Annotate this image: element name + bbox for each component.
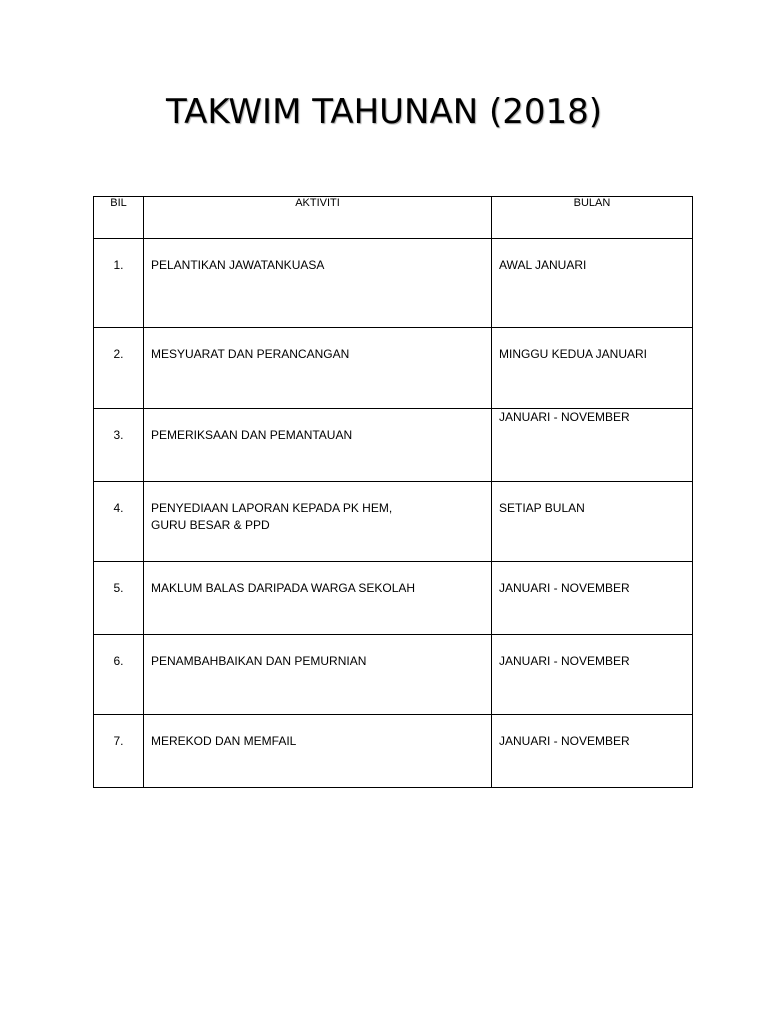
aktiviti-text: MESYUARAT DAN PERANCANGAN [151, 347, 350, 361]
aktiviti-text: MAKLUM BALAS DARIPADA WARGA SEKOLAH [151, 581, 416, 595]
aktiviti-text: PEMERIKSAAN DAN PEMANTAUAN [151, 428, 353, 442]
bil-cell [94, 562, 144, 635]
bulan-text: JANUARI - NOVEMBER [499, 581, 630, 595]
bil-number: 5. [113, 581, 124, 595]
table-row [94, 239, 693, 328]
header-aktiviti: AKTIVITI [144, 197, 492, 239]
bulan-text: MINGGU KEDUA JANUARI [499, 347, 648, 361]
table-row [94, 562, 693, 635]
aktiviti-text: MEREKOD DAN MEMFAIL [151, 734, 297, 748]
bulan-text: AWAL JANUARI [499, 258, 587, 272]
aktiviti-cell [144, 409, 492, 482]
bil-number: 7. [113, 734, 124, 748]
bulan-cell [492, 409, 693, 482]
header-bil: BIL [94, 197, 144, 239]
table-row [94, 482, 693, 562]
bulan-cell [492, 328, 693, 409]
bulan-cell [492, 239, 693, 328]
bil-number: 2. [113, 347, 124, 361]
bulan-cell [492, 715, 693, 788]
table-row [94, 409, 693, 482]
bil-number: 1. [113, 258, 124, 272]
bulan-text: JANUARI - NOVEMBER [499, 410, 630, 424]
bil-cell [94, 715, 144, 788]
bil-number: 4. [113, 501, 124, 515]
aktiviti-cell [144, 239, 492, 328]
aktiviti-text: PELANTIKAN JAWATANKUASA [151, 258, 325, 272]
table-header-row [94, 197, 693, 239]
aktiviti-text: PENAMBAHBAIKAN DAN PEMURNIAN [151, 654, 367, 668]
aktiviti-cell [144, 562, 492, 635]
bulan-cell [492, 482, 693, 562]
bulan-cell [492, 635, 693, 715]
aktiviti-text-line-2: GURU BESAR & PPD [151, 518, 270, 532]
aktiviti-cell [144, 482, 492, 562]
bil-cell [94, 635, 144, 715]
table-row [94, 715, 693, 788]
table-row [94, 328, 693, 409]
bil-cell [94, 409, 144, 482]
aktiviti-cell [144, 635, 492, 715]
header-bulan: BULAN [492, 197, 693, 239]
bulan-text: SETIAP BULAN [499, 501, 585, 515]
bil-cell [94, 328, 144, 409]
aktiviti-cell [144, 715, 492, 788]
bulan-text: JANUARI - NOVEMBER [499, 654, 630, 668]
calendar-table [93, 196, 693, 788]
aktiviti-text: PENYEDIAAN LAPORAN KEPADA PK HEM, [151, 501, 393, 515]
bil-number: 3. [113, 428, 124, 442]
aktiviti-cell [144, 328, 492, 409]
bulan-cell [492, 562, 693, 635]
page-title: TAKWIM TAHUNAN (2018) [165, 92, 603, 132]
bil-cell [94, 482, 144, 562]
table-row [94, 635, 693, 715]
bil-number: 6. [113, 654, 124, 668]
bil-cell [94, 239, 144, 328]
bulan-text: JANUARI - NOVEMBER [499, 734, 630, 748]
